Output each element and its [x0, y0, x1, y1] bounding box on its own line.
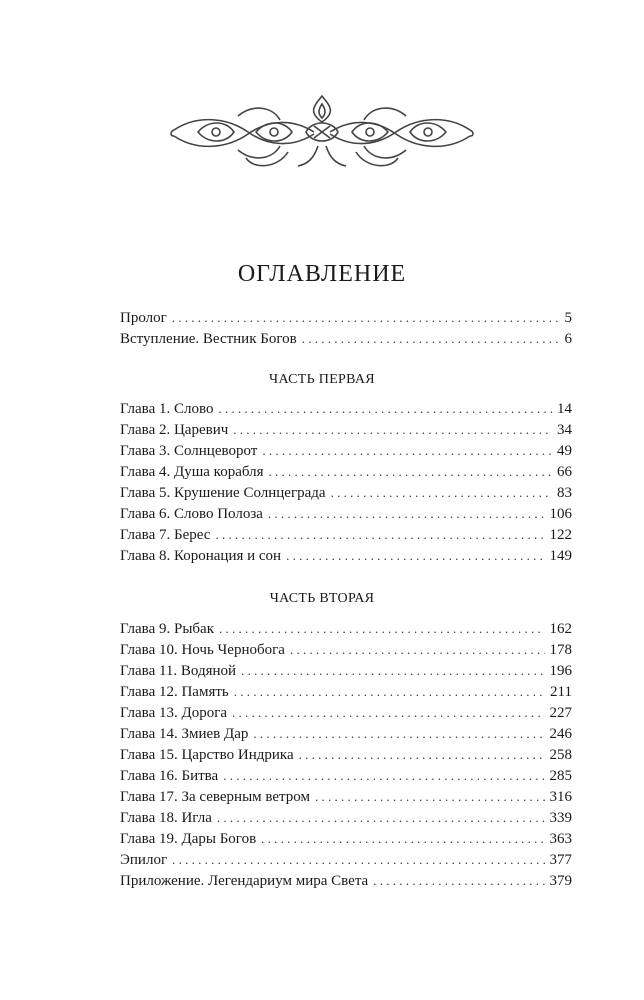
leader-dots — [286, 545, 544, 566]
toc-part2 — [120, 618, 572, 891]
toc-entry[interactable] — [120, 807, 572, 828]
toc-entry[interactable] — [120, 765, 572, 786]
entry-page: 6 — [564, 331, 572, 347]
toc-entry[interactable] — [120, 723, 572, 744]
entry-page: 285 — [549, 768, 572, 784]
part-heading: ЧАСТЬ ВТОРАЯ — [269, 591, 375, 606]
entry-page: 34 — [557, 422, 572, 438]
leader-dots — [299, 744, 545, 765]
leader-dots — [223, 765, 544, 786]
entry-title: Глава 18. Игла — [120, 810, 212, 826]
leader-dots — [268, 503, 545, 524]
entry-title: Глава 19. Дары Богов — [120, 831, 257, 847]
entry-title: Глава 2. Царевич — [120, 422, 229, 438]
entry-title: Глава 9. Рыбак — [120, 621, 214, 637]
part-heading: ЧАСТЬ ПЕРВАЯ — [269, 372, 375, 387]
toc-entry[interactable] — [120, 870, 572, 891]
entry-title: Глава 7. Берес — [120, 527, 211, 543]
entry-title: Глава 6. Слово Полоза — [120, 506, 263, 522]
entry-title: Глава 8. Коронация и сон — [120, 548, 282, 564]
entry-page: 377 — [549, 852, 572, 868]
toc-title: ОГЛАВЛЕНИЕ — [237, 261, 407, 287]
celtic-knot-ornament — [168, 92, 476, 174]
toc-entry[interactable] — [120, 660, 572, 681]
entry-title: Пролог — [120, 310, 167, 326]
toc-entry[interactable] — [120, 849, 572, 870]
toc-entry[interactable] — [120, 545, 572, 566]
entry-title: Глава 10. Ночь Чернобога — [120, 642, 285, 658]
leader-dots — [215, 524, 544, 545]
toc-entry[interactable] — [120, 461, 572, 482]
leader-dots — [253, 723, 544, 744]
entry-title: Глава 11. Водяной — [120, 663, 237, 679]
entry-page: 66 — [557, 464, 572, 480]
toc-entry[interactable] — [120, 328, 572, 349]
entry-page: 246 — [549, 726, 572, 742]
toc-entry[interactable] — [120, 398, 572, 419]
toc-entry[interactable] — [120, 702, 572, 723]
entry-title: Глава 12. Память — [120, 684, 229, 700]
leader-dots — [172, 307, 560, 328]
leader-dots — [217, 807, 545, 828]
entry-page: 149 — [549, 548, 572, 564]
toc-entry[interactable] — [120, 744, 572, 765]
entry-title: Глава 3. Солнцеворот — [120, 443, 258, 459]
leader-dots — [315, 786, 545, 807]
entry-title: Глава 1. Слово — [120, 401, 214, 417]
entry-title: Глава 17. За северным ветром — [120, 789, 310, 805]
entry-page: 14 — [557, 401, 572, 417]
toc-entry[interactable] — [120, 524, 572, 545]
entry-title: Глава 14. Змиев Дар — [120, 726, 249, 742]
leader-dots — [262, 440, 552, 461]
entry-page: 83 — [557, 485, 572, 501]
leader-dots — [269, 461, 553, 482]
entry-title: Вступление. Вестник Богов — [120, 331, 297, 347]
toc-entry[interactable] — [120, 828, 572, 849]
entry-title: Приложение. Легендариум мира Света — [120, 873, 369, 889]
leader-dots — [331, 482, 552, 503]
entry-title: Глава 13. Дорога — [120, 705, 228, 721]
entry-page: 178 — [549, 642, 572, 658]
leader-dots — [218, 398, 552, 419]
leader-dots — [234, 681, 545, 702]
toc-entry[interactable] — [120, 503, 572, 524]
toc-entry[interactable] — [120, 440, 572, 461]
entry-page: 49 — [557, 443, 572, 459]
leader-dots — [233, 419, 552, 440]
leader-dots — [261, 828, 544, 849]
toc-entry[interactable] — [120, 639, 572, 660]
toc-entry[interactable] — [120, 419, 572, 440]
toc-entry[interactable] — [120, 618, 572, 639]
entry-title: Глава 16. Битва — [120, 768, 219, 784]
entry-page: 339 — [549, 810, 572, 826]
entry-page: 258 — [549, 747, 572, 763]
entry-title: Глава 4. Душа корабля — [120, 464, 264, 480]
leader-dots — [172, 849, 544, 870]
entry-title: Глава 5. Крушение Солнцеграда — [120, 485, 326, 501]
leader-dots — [373, 870, 544, 891]
entry-page: 162 — [549, 621, 572, 637]
entry-page: 227 — [549, 705, 572, 721]
toc-entry[interactable] — [120, 786, 572, 807]
toc-entry[interactable] — [120, 681, 572, 702]
entry-page: 5 — [564, 310, 572, 326]
entry-title: Глава 15. Царство Индрика — [120, 747, 294, 763]
entry-page: 211 — [550, 684, 572, 700]
entry-page: 106 — [549, 506, 572, 522]
entry-page: 122 — [549, 527, 572, 543]
entry-page: 316 — [549, 789, 572, 805]
entry-page: 363 — [549, 831, 572, 847]
toc-entry[interactable] — [120, 482, 572, 503]
leader-dots — [302, 328, 560, 349]
leader-dots — [232, 702, 544, 723]
toc-intro — [120, 307, 572, 349]
entry-title: Эпилог — [120, 852, 168, 868]
entry-page: 379 — [549, 873, 572, 889]
leader-dots — [241, 660, 544, 681]
toc-entry[interactable] — [120, 307, 572, 328]
entry-page: 196 — [549, 663, 572, 679]
leader-dots — [219, 618, 545, 639]
leader-dots — [290, 639, 545, 660]
toc-part1 — [120, 398, 572, 566]
